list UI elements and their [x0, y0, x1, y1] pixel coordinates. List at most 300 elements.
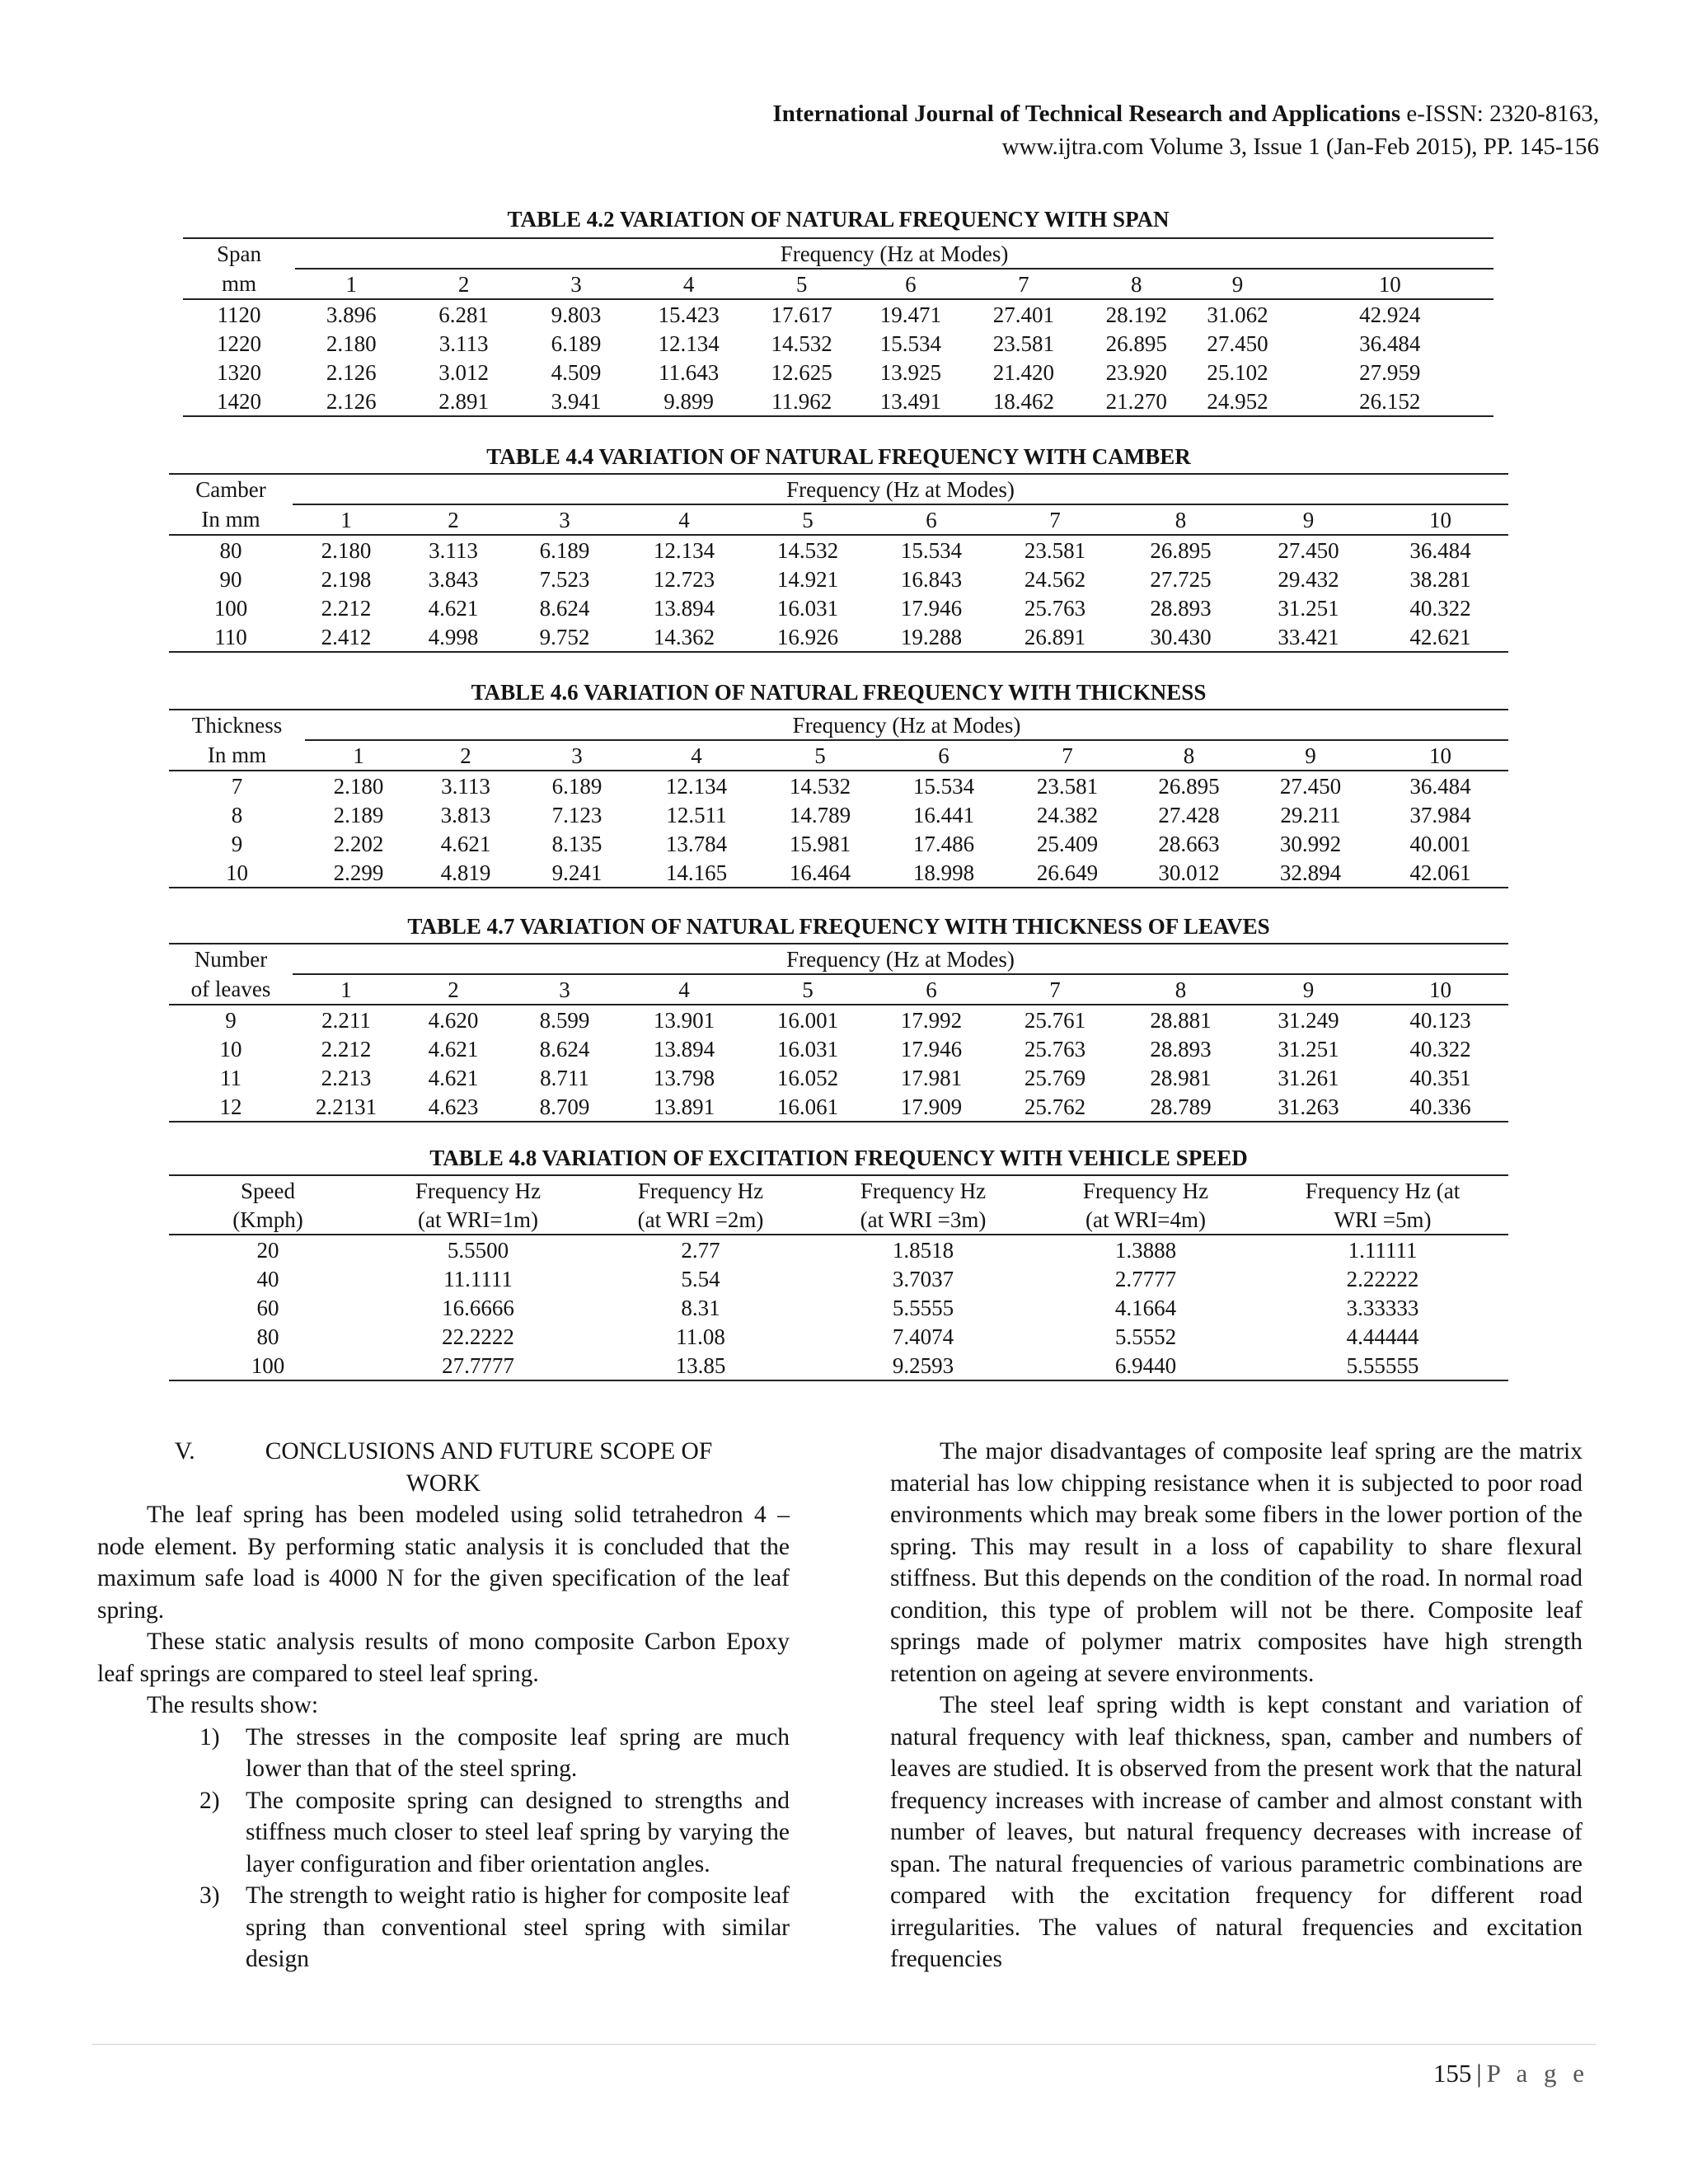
table-cell: 9.803 — [551, 302, 602, 327]
table-cell: 12.134 — [653, 537, 715, 563]
mode-header: 8 — [1117, 504, 1245, 535]
mode-header: 5 — [746, 504, 870, 535]
row-label-cell: 1420 — [183, 387, 295, 416]
table-cell: 14.789 — [789, 802, 851, 827]
table-cell: 8.624 — [539, 595, 590, 621]
mode-header: 2 — [400, 974, 507, 1005]
freq-wri-header: Frequency Hz — [1034, 1175, 1257, 1205]
row-label-cell: 90 — [219, 566, 242, 592]
table-cell: 25.762 — [993, 1092, 1117, 1122]
table-4-6 — [169, 709, 1508, 888]
table-cell: 28.789 — [1117, 1092, 1245, 1122]
table-cell: 1.11111 — [1348, 1237, 1418, 1263]
table-row — [169, 771, 1508, 800]
table-cell: 9.752 — [507, 622, 622, 652]
table-row — [169, 1092, 1508, 1122]
table-cell: 42.061 — [1372, 858, 1508, 888]
table-cell: 3.843 — [428, 566, 479, 592]
table-cell: 27.450 — [1279, 773, 1342, 799]
table-cell: 26.895 — [1150, 537, 1212, 563]
table-cell: 17.946 — [900, 1036, 963, 1062]
table-row — [169, 622, 1508, 652]
table-cell: 27.450 — [1278, 537, 1339, 563]
mode-header: 7 — [993, 504, 1117, 535]
table-cell: 17.486 — [912, 831, 975, 856]
table-header-unit: of leaves — [169, 974, 293, 1005]
section-number: V. — [174, 1438, 195, 1465]
mode-header: 9 — [1249, 740, 1372, 771]
table-cell: 3.113 — [429, 537, 478, 563]
row-label-cell: 1320 — [217, 359, 262, 385]
list-marker: 3) — [199, 1882, 220, 1909]
table-cell: 3.896 — [326, 302, 377, 327]
freq-wri-header: Frequency Hz — [367, 1175, 589, 1205]
table-cell: 27.450 — [1207, 330, 1268, 356]
mode-header: 3 — [519, 740, 635, 771]
table-cell: 13.901 — [653, 1007, 715, 1033]
table-cell: 1.8518 — [892, 1237, 954, 1263]
table-cell: 27.725 — [1150, 566, 1212, 592]
page-label: P a g e — [1486, 2059, 1589, 2088]
table-cell: 30.992 — [1279, 831, 1342, 856]
journal-header — [773, 97, 1599, 163]
table-cell: 12.511 — [666, 802, 727, 827]
table-cell: 5.5500 — [447, 1237, 509, 1263]
table-cell: 2.126 — [326, 359, 377, 385]
table-cell: 2.299 — [305, 858, 412, 888]
header-line-1 — [773, 97, 1599, 130]
table-cell: 16.464 — [758, 858, 882, 888]
list-item-text: The stresses in the composite leaf spring are much lower than that of the steel spring. — [246, 1723, 790, 1782]
list-marker: 1) — [199, 1723, 220, 1750]
mode-header: 2 — [412, 740, 519, 771]
table-cell: 2.212 — [321, 595, 372, 621]
mode-header: 1 — [293, 974, 400, 1005]
table-cell: 21.420 — [992, 359, 1054, 385]
table-cell: 4.819 — [412, 858, 519, 888]
row-label-cell: 20 — [256, 1237, 279, 1263]
table-cell: 22.2222 — [442, 1324, 514, 1349]
table-header-unit: In mm — [169, 740, 305, 771]
table-cell: 40.351 — [1409, 1065, 1471, 1090]
table-row — [183, 358, 1493, 387]
table-cell: 8.711 — [540, 1065, 589, 1090]
table-header-unit: In mm — [169, 504, 293, 535]
table-cell: 36.484 — [1359, 330, 1421, 356]
table-cell: 40.322 — [1409, 595, 1471, 621]
mode-header: 3 — [507, 504, 622, 535]
row-label-cell: 100 — [169, 1351, 367, 1380]
table-cell: 40.123 — [1409, 1007, 1471, 1033]
row-label-cell: 12 — [169, 1092, 293, 1122]
table-cell: 26.649 — [1006, 858, 1129, 888]
row-label-cell: 8 — [231, 802, 243, 827]
table-cell: 30.012 — [1129, 858, 1249, 888]
wri-header: (at WRI =2m) — [589, 1205, 812, 1235]
table-4-7 — [169, 943, 1508, 1122]
row-label-cell: 110 — [169, 622, 293, 652]
list-item — [97, 1722, 790, 1785]
table-cell: 27.959 — [1359, 359, 1421, 385]
table-header-frequency: Frequency (Hz at Modes) — [295, 238, 1493, 269]
table-header-frequency: Frequency (Hz at Modes) — [305, 710, 1508, 740]
mode-header: 7 — [964, 269, 1085, 299]
table-cell: 6.189 — [539, 537, 590, 563]
mode-header: 8 — [1129, 740, 1249, 771]
table-cell: 13.784 — [665, 831, 728, 856]
table-cell: 15.534 — [900, 537, 963, 563]
page-separator: | — [1476, 2059, 1482, 2088]
mode-header: 8 — [1084, 269, 1189, 299]
table-cell: 2.202 — [333, 831, 384, 856]
table-cell: 42.621 — [1372, 622, 1508, 652]
page-number-value: 155 — [1432, 2059, 1472, 2088]
table-cell: 26.895 — [1105, 330, 1167, 356]
table-cell: 18.462 — [964, 387, 1085, 416]
table-cell: 36.484 — [1409, 537, 1471, 563]
table-row — [169, 800, 1508, 829]
table-cell: 11.08 — [676, 1324, 725, 1349]
table-cell: 31.249 — [1278, 1007, 1339, 1033]
table-cell: 7.123 — [551, 802, 603, 827]
header-line-2: www.ijtra.com Volume 3, Issue 1 (Jan-Feb 2015), PP. 145-156 — [1001, 134, 1599, 160]
table-cell: 2.22222 — [1346, 1266, 1419, 1291]
table-cell: 27.401 — [992, 302, 1054, 327]
conclusion-paragraph-1: The leaf spring has been modeled using solid tetrahedron 4 – node element. By performing static analysis it is concluded that the maximum safe load is 4000 N for the given specification of the leaf spring. — [97, 1502, 790, 1624]
table-row — [183, 329, 1493, 358]
row-label-cell: 40 — [256, 1266, 279, 1291]
list-item — [97, 1785, 790, 1881]
row-label-cell: 9 — [231, 831, 243, 856]
table-cell: 36.484 — [1409, 773, 1471, 799]
table-row — [169, 565, 1508, 593]
page-number — [1433, 2057, 1589, 2090]
table-row — [183, 387, 1493, 416]
table-cell: 7.4074 — [892, 1324, 954, 1349]
table-cell: 25.763 — [1024, 595, 1086, 621]
table-row — [169, 1351, 1508, 1380]
mode-header: 1 — [295, 269, 407, 299]
table-cell: 4.620 — [428, 1007, 479, 1033]
list-item — [97, 1880, 790, 1975]
footer-divider — [92, 2044, 1596, 2045]
mode-header: 10 — [1372, 504, 1508, 535]
table-cell: 2.189 — [333, 802, 384, 827]
table-cell: 14.165 — [635, 858, 758, 888]
wri-header: (at WRI=4m) — [1034, 1205, 1257, 1235]
row-label-cell: 7 — [231, 773, 243, 799]
table-cell: 24.952 — [1189, 387, 1287, 416]
row-label-cell: 10 — [169, 858, 305, 888]
table-cell: 15.534 — [912, 773, 975, 799]
left-column — [97, 1436, 790, 1975]
row-label-cell: 1120 — [217, 302, 261, 327]
mode-header: 6 — [882, 740, 1006, 771]
table-cell: 13.925 — [879, 359, 941, 385]
table-cell: 2.891 — [407, 387, 519, 416]
mode-header: 3 — [507, 974, 622, 1005]
row-label-cell: 80 — [256, 1324, 279, 1349]
table-cell: 17.617 — [771, 302, 832, 327]
table-cell: 26.152 — [1286, 387, 1493, 416]
table-cell: 24.382 — [1036, 802, 1099, 827]
table-cell: 6.281 — [438, 302, 489, 327]
table-cell: 17.946 — [900, 595, 963, 621]
table-cell: 8.709 — [507, 1092, 622, 1122]
table-4-4-title: TABLE 4.4 VARIATION OF NATURAL FREQUENCY WITH CAMBER — [486, 444, 1191, 469]
journal-name: International Journal of Technical Research and Applications — [772, 101, 1401, 127]
row-label-cell: 1220 — [217, 330, 262, 356]
list-item-text: The strength to weight ratio is higher for composite leaf spring than conventional steel spring with similar design — [246, 1882, 790, 1972]
table-cell: 15.981 — [789, 831, 851, 856]
table-cell: 28.893 — [1150, 595, 1212, 621]
mode-header: 9 — [1245, 504, 1372, 535]
table-cell: 2.2131 — [293, 1092, 400, 1122]
table-cell: 5.55555 — [1257, 1351, 1508, 1380]
mode-header: 1 — [305, 740, 412, 771]
table-header-param: Thickness — [169, 710, 305, 740]
table-header-frequency: Frequency (Hz at Modes) — [293, 944, 1508, 974]
table-cell: 3.941 — [520, 387, 632, 416]
table-cell: 17.909 — [870, 1092, 993, 1122]
table-cell: 40.336 — [1372, 1092, 1508, 1122]
table-cell: 8.31 — [681, 1295, 720, 1320]
table-cell: 14.532 — [789, 773, 851, 799]
mode-header: 2 — [400, 504, 507, 535]
table-cell: 4.1664 — [1114, 1295, 1177, 1320]
table-cell: 6.189 — [551, 773, 603, 799]
table-cell: 2.198 — [321, 566, 372, 592]
table-cell: 4.621 — [428, 1036, 479, 1062]
table-cell: 16.052 — [776, 1065, 839, 1090]
row-label-cell: 10 — [219, 1036, 242, 1062]
table-cell: 8.135 — [551, 831, 603, 856]
journal-issn: e-ISSN: 2320-8163, — [1400, 101, 1599, 127]
mode-header: 6 — [870, 974, 993, 1005]
table-cell: 31.251 — [1278, 595, 1339, 621]
mode-header: 8 — [1117, 974, 1245, 1005]
table-cell: 2.126 — [295, 387, 407, 416]
row-label-cell: 9 — [225, 1007, 237, 1033]
table-cell: 13.491 — [858, 387, 963, 416]
table-header-param: Camber — [169, 474, 293, 504]
table-row — [169, 1034, 1508, 1063]
table-cell: 37.984 — [1409, 802, 1471, 827]
table-cell: 14.532 — [776, 537, 839, 563]
table-cell: 14.362 — [622, 622, 746, 652]
table-cell: 11.962 — [745, 387, 858, 416]
table-cell: 8.599 — [539, 1007, 590, 1033]
table-cell: 3.012 — [438, 359, 489, 385]
conclusion-paragraph-3: The results show: — [147, 1692, 319, 1718]
mode-header: 5 — [745, 269, 858, 299]
table-cell: 12.723 — [653, 566, 715, 592]
mode-header: 10 — [1372, 740, 1508, 771]
table-4-8 — [169, 1174, 1508, 1381]
table-row — [169, 1235, 1508, 1264]
table-4-8-title: TABLE 4.8 VARIATION OF EXCITATION FREQUENCY WITH VEHICLE SPEED — [429, 1146, 1248, 1170]
table-cell: 2.213 — [321, 1065, 372, 1090]
mode-header: 3 — [520, 269, 632, 299]
table-cell: 13.894 — [653, 595, 715, 621]
table-cell: 12.625 — [771, 359, 832, 385]
table-cell: 16.843 — [900, 566, 963, 592]
table-row — [169, 1005, 1508, 1034]
table-cell: 3.113 — [441, 773, 490, 799]
table-4-6-title: TABLE 4.6 VARIATION OF NATURAL FREQUENCY WITH THICKNESS — [471, 680, 1207, 705]
table-4-2-title: TABLE 4.2 VARIATION OF NATURAL FREQUENCY WITH SPAN — [507, 207, 1170, 232]
table-cell: 9.899 — [632, 387, 745, 416]
table-cell: 30.430 — [1117, 622, 1245, 652]
mode-header: 7 — [1006, 740, 1129, 771]
speed-unit-header: (Kmph) — [169, 1205, 367, 1235]
table-cell: 4.44444 — [1346, 1324, 1419, 1349]
table-cell: 4.509 — [551, 359, 602, 385]
table-cell: 2.211 — [321, 1007, 371, 1033]
table-cell: 6.9440 — [1034, 1351, 1257, 1380]
table-cell: 12.134 — [658, 330, 720, 356]
freq-wri-header: Frequency Hz — [812, 1175, 1034, 1205]
table-cell: 23.581 — [1024, 537, 1086, 563]
table-cell: 11.643 — [659, 359, 720, 385]
table-cell: 16.926 — [746, 622, 870, 652]
table-cell: 28.881 — [1150, 1007, 1212, 1033]
table-cell: 14.532 — [771, 330, 832, 356]
table-cell: 2.180 — [321, 537, 372, 563]
table-row — [169, 858, 1508, 888]
table-cell: 16.6666 — [442, 1295, 514, 1320]
table-cell: 15.423 — [658, 302, 720, 327]
conclusion-paragraph-2: These static analysis results of mono composite Carbon Epoxy leaf springs are compared to steel leaf spring. — [97, 1629, 790, 1687]
table-cell: 19.471 — [879, 302, 941, 327]
table-cell: 2.412 — [293, 622, 400, 652]
row-label-cell: 60 — [256, 1295, 279, 1320]
table-row — [183, 299, 1493, 329]
table-cell: 28.893 — [1150, 1036, 1212, 1062]
table-cell: 33.421 — [1245, 622, 1372, 652]
table-cell: 31.251 — [1278, 1036, 1339, 1062]
wri-header: (at WRI =3m) — [812, 1205, 1034, 1235]
row-label-cell: 11 — [220, 1065, 241, 1090]
table-cell: 4.621 — [428, 1065, 479, 1090]
table-cell: 29.432 — [1278, 566, 1339, 592]
table-row — [169, 1322, 1508, 1351]
table-cell: 16.061 — [746, 1092, 870, 1122]
table-cell: 25.409 — [1036, 831, 1099, 856]
table-cell: 3.113 — [438, 330, 489, 356]
table-row — [169, 1063, 1508, 1092]
table-cell: 2.212 — [321, 1036, 372, 1062]
table-cell: 15.534 — [879, 330, 941, 356]
table-cell: 6.189 — [551, 330, 602, 356]
mode-header: 9 — [1189, 269, 1287, 299]
table-4-7-title: TABLE 4.7 VARIATION OF NATURAL FREQUENCY WITH THICKNESS OF LEAVES — [407, 914, 1270, 939]
table-cell: 29.211 — [1280, 802, 1341, 827]
table-header-unit: mm — [183, 269, 295, 299]
table-cell: 26.891 — [993, 622, 1117, 652]
table-cell: 27.428 — [1158, 802, 1220, 827]
table-header-param: Span — [183, 238, 295, 269]
table-cell: 12.134 — [665, 773, 728, 799]
mode-header: 4 — [632, 269, 745, 299]
table-cell: 28.192 — [1105, 302, 1167, 327]
table-cell: 9.2593 — [812, 1351, 1034, 1380]
table-cell: 13.891 — [622, 1092, 746, 1122]
table-cell: 2.7777 — [1114, 1266, 1177, 1291]
table-cell: 9.241 — [519, 858, 635, 888]
table-cell: 25.769 — [1024, 1065, 1086, 1090]
table-cell: 13.894 — [653, 1036, 715, 1062]
table-cell: 4.998 — [400, 622, 507, 652]
table-cell: 8.624 — [539, 1036, 590, 1062]
mode-header: 5 — [746, 974, 870, 1005]
table-header-param: Number — [169, 944, 293, 974]
table-cell: 16.441 — [912, 802, 975, 827]
table-cell: 18.998 — [882, 858, 1006, 888]
table-header-frequency: Frequency (Hz at Modes) — [293, 474, 1508, 504]
table-cell: 2.77 — [681, 1237, 720, 1263]
table-cell: 23.920 — [1105, 359, 1167, 385]
table-row — [169, 829, 1508, 858]
table-cell: 4.621 — [428, 595, 479, 621]
table-4-2 — [183, 237, 1493, 417]
table-cell: 4.621 — [440, 831, 491, 856]
mode-header: 4 — [635, 740, 758, 771]
disadvantages-paragraph: The major disadvantages of composite leaf spring are the matrix material has low chipping resistance when it is subjected to poor road environments which may break some fibers in the lower portion of the spring. This may result in a loss of capability to share flexural stiffness. But this depends on the condition of the road. In normal road condition, this type of problem will not be there. Composite leaf springs made of polymer matrix composites have high strength retention on ageing at severe environments. — [890, 1438, 1582, 1687]
table-cell: 23.581 — [992, 330, 1054, 356]
mode-header: 4 — [622, 504, 746, 535]
table-cell: 31.263 — [1245, 1092, 1372, 1122]
table-row — [169, 535, 1508, 565]
section-title-line-1: CONCLUSIONS AND FUTURE SCOPE OF — [265, 1438, 713, 1465]
table-cell: 38.281 — [1409, 566, 1471, 592]
table-cell: 11.1111 — [443, 1266, 513, 1291]
table-cell: 5.54 — [681, 1266, 720, 1291]
table-cell: 28.663 — [1158, 831, 1220, 856]
table-cell: 31.062 — [1207, 302, 1268, 327]
table-cell: 1.3888 — [1114, 1237, 1177, 1263]
table-cell: 40.001 — [1409, 831, 1471, 856]
section-title-line-2: WORK — [406, 1469, 481, 1497]
table-cell: 21.270 — [1084, 387, 1189, 416]
table-cell: 5.5555 — [892, 1295, 954, 1320]
table-cell: 25.102 — [1207, 359, 1268, 385]
table-cell: 40.322 — [1409, 1036, 1471, 1062]
mode-header: 1 — [293, 504, 400, 535]
list-marker: 2) — [199, 1787, 220, 1814]
table-cell: 25.763 — [1024, 1036, 1086, 1062]
wri-header: (at WRI=1m) — [367, 1205, 589, 1235]
table-cell: 3.813 — [440, 802, 491, 827]
freq-wri-header: Frequency Hz (at — [1257, 1175, 1508, 1205]
table-cell: 17.992 — [900, 1007, 963, 1033]
table-cell: 16.001 — [776, 1007, 839, 1033]
mode-header: 7 — [993, 974, 1117, 1005]
speed-header: Speed — [169, 1175, 367, 1205]
mode-header: 2 — [407, 269, 519, 299]
table-cell: 17.981 — [900, 1065, 963, 1090]
section-heading — [97, 1436, 790, 1499]
table-row — [169, 593, 1508, 622]
table-cell: 13.85 — [589, 1351, 812, 1380]
mode-header: 9 — [1245, 974, 1372, 1005]
table-cell: 27.7777 — [367, 1351, 589, 1380]
table-cell: 3.7037 — [892, 1266, 954, 1291]
table-cell: 7.523 — [539, 566, 590, 592]
table-cell: 2.180 — [333, 773, 384, 799]
table-cell: 23.581 — [1036, 773, 1099, 799]
table-cell: 25.761 — [1024, 1007, 1086, 1033]
